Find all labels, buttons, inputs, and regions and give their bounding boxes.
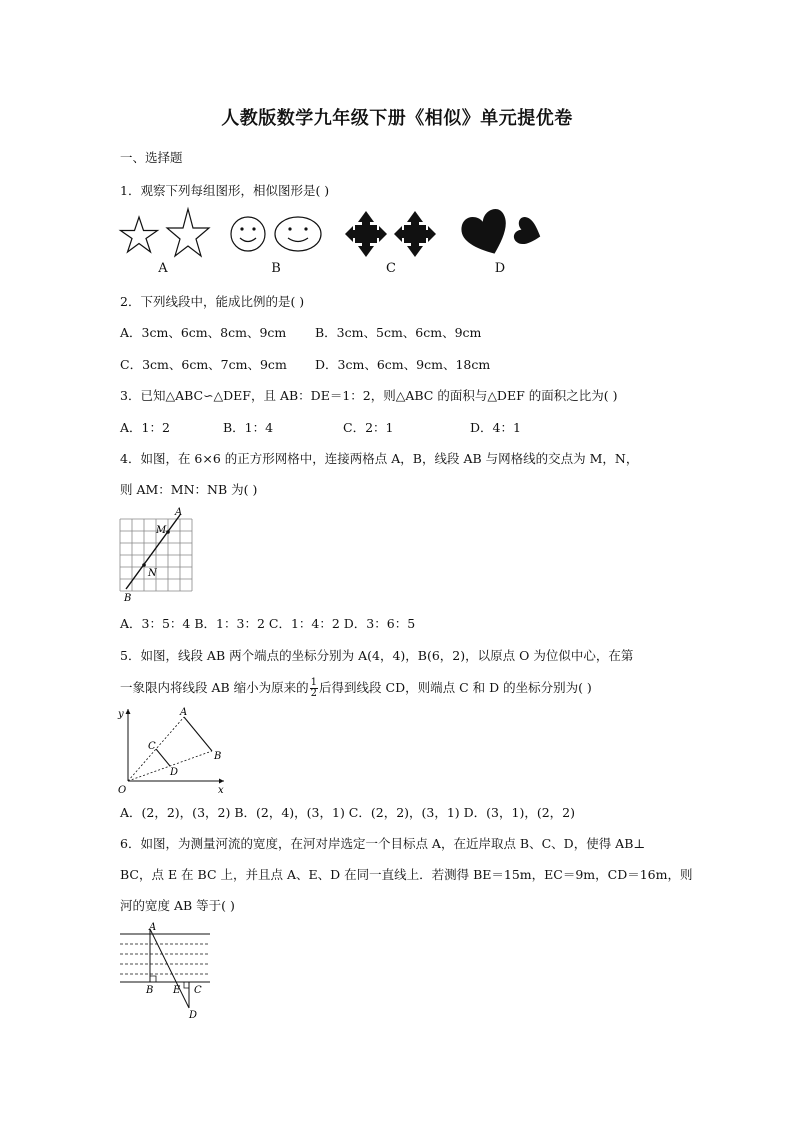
fraction-numerator: 1 [310,677,318,688]
q6-stem-line2: BC，点 E 在 BC 上，并且点 A、E、D 在同一直线上．若测得 BE＝15m，EC＝9m，CD＝16m，则 [120,867,693,882]
q1-label-a: A [158,261,168,276]
q6-label-c: C [194,985,202,996]
q6-label-a: A [149,922,157,933]
q6-label-b: B [146,985,154,996]
q3-option-a: A．1：2 [120,420,170,435]
q5-stem-line2 [120,678,592,699]
q2-stem: 2．下列线段中，能成比例的是( ) [120,294,305,309]
four-arrow-icon [345,211,387,257]
q5-label-b: B [214,751,222,762]
fraction-one-half [310,678,318,699]
q2-option-a: A．3cm、6cm、8cm、9cm [120,325,287,340]
q1-stem: 1．观察下列每组图形，相似图形是( ) [120,183,330,198]
q6-stem-line1: 6．如图，为测量河流的宽度，在河对岸选定一个目标点 A，在近岸取点 B、C、D，使得 AB⊥ [120,836,646,851]
q4-label-m: M [156,525,167,536]
q5-label-c: C [148,741,156,752]
q5-label-d: D [170,767,179,778]
star-small-icon [121,217,158,252]
q6-stem-line3: 河的宽度 AB 等于( ) [120,898,235,913]
q4-label-n: N [148,568,157,579]
smiley-small-icon [231,217,265,251]
q4-options: A．3：5：4 B．1：3：2 C．1：4：2 D．3：6：5 [120,616,416,631]
q5-stem-part1: 一象限内将线段 AB 缩小为原来的 [120,680,309,695]
q2-option-d: D．3cm、6cm、9cm、18cm [315,357,491,372]
fraction-denominator: 2 [310,688,318,699]
q6-label-d: D [189,1010,198,1021]
q3-option-b: B．1：4 [223,420,274,435]
smiley-oval-icon [275,217,321,251]
heart-large-icon [458,206,516,260]
q5-options: A．(2，2)，(3，2) B．(2，4)，(3，1) C．(2，2)，(3，1) D．(3，1)，(2，2) [120,805,575,820]
q5-label-o: O [118,785,127,796]
q5-stem-line1: 5．如图，线段 AB 两个端点的坐标分别为 A(4，4)，B(6，2)，以原点 O 为位似中心，在第 [120,648,634,663]
page-title: 人教版数学九年级下册《相似》单元提优卷 [221,108,573,129]
q5-label-a: A [180,707,188,718]
q3-stem: 3．已知△ABC∽△DEF，且 AB：DE＝1：2，则△ABC 的面积与△DEF 的面积之比为( ) [120,388,618,403]
q1-label-d: D [494,261,506,276]
q1-label-c: C [386,261,396,276]
q2-option-c: C．3cm、6cm、7cm、9cm [120,357,287,372]
star-large-icon [167,209,209,256]
q5-label-x: x [218,785,224,796]
four-arrow-icon [394,211,436,257]
q3-option-d: D．4：1 [470,420,521,435]
q4-grid-figure [112,505,202,605]
q5-coordinate-figure [112,705,232,797]
q5-label-y: y [118,709,124,720]
q4-stem-line1: 4．如图，在 6×6 的正方形网格中，连接两格点 A，B，线段 AB 与网格线的交点为 M，N， [120,451,639,466]
q4-label-a: A [175,507,183,518]
q4-label-b: B [124,593,132,604]
q1-figures [115,205,565,260]
q3-option-c: C．2：1 [343,420,394,435]
q1-label-b: B [271,261,281,276]
q6-river-figure [112,922,222,1022]
q5-stem-part2: 后得到线段 CD，则端点 C 和 D 的坐标分别为( ) [319,680,592,695]
section-heading: 一、选择题 [120,150,183,165]
q6-label-e: E [173,985,181,996]
heart-small-icon [512,215,545,249]
q4-stem-line2: 则 AM：MN：NB 为( ) [120,482,258,497]
q2-option-b: B．3cm、5cm、6cm、9cm [315,325,482,340]
